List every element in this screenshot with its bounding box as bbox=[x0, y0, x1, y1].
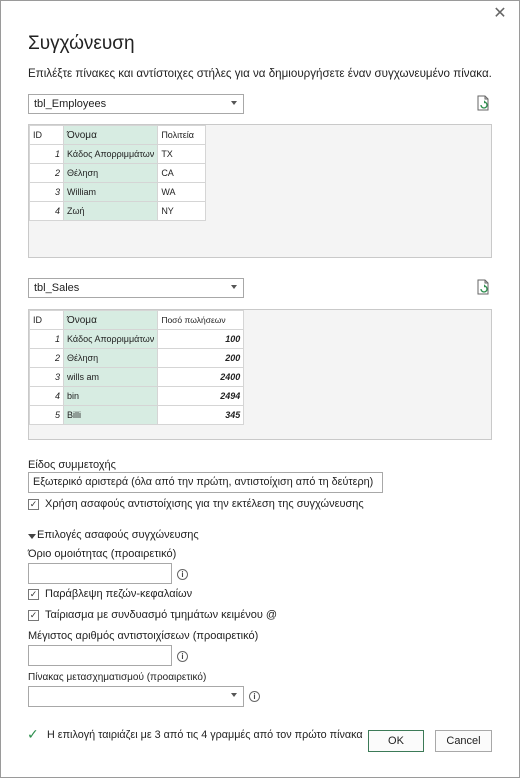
transform-table-select[interactable] bbox=[28, 686, 244, 707]
ignore-case-checkbox[interactable]: ✓ bbox=[29, 589, 38, 599]
info-icon[interactable]: i bbox=[177, 569, 188, 580]
max-matches-label: Μέγιστος αριθμός αντιστοιχίσεων (προαιρετικό) bbox=[28, 630, 259, 642]
row-amount: 100 bbox=[158, 330, 244, 349]
row-id: 1 bbox=[30, 330, 64, 349]
table-row bbox=[30, 368, 244, 387]
column-header-state[interactable]: Πολιτεία bbox=[158, 126, 206, 145]
chevron-down-icon bbox=[231, 285, 237, 289]
checkmark-icon: ✓ bbox=[27, 726, 39, 742]
join-kind-label: Είδος συμμετοχής bbox=[28, 459, 116, 471]
table2-select-value: tbl_Sales bbox=[34, 282, 80, 294]
row-state: NY bbox=[158, 202, 206, 221]
dialog-subtitle: Επιλέξτε πίνακες και αντίστοιχες στήλες για να δημιουργήσετε έναν συγχωνευμένο πίνακα. bbox=[28, 67, 492, 80]
row-id: 4 bbox=[30, 202, 64, 221]
row-name: Κάδος Απορριμμάτων bbox=[64, 330, 158, 349]
join-kind-select[interactable]: Εξωτερικό αριστερά (όλα από την πρώτη, αντιστοίχιση από τη δεύτερη) bbox=[28, 472, 383, 493]
row-amount: 345 bbox=[158, 406, 244, 425]
column-header-id[interactable]: ID bbox=[30, 126, 64, 145]
table-row bbox=[30, 406, 244, 425]
table1-select-value: tbl_Employees bbox=[34, 98, 107, 110]
table1-select[interactable] bbox=[28, 94, 244, 114]
chevron-down-icon[interactable] bbox=[28, 534, 36, 539]
row-state: WA bbox=[158, 183, 206, 202]
column-header-name[interactable]: Όνομα bbox=[64, 126, 158, 145]
transform-table-label: Πίνακας μετασχηματισμού (προαιρετικό) bbox=[28, 672, 207, 683]
row-name: Ζωή bbox=[64, 202, 158, 221]
row-name: Κάδος Απορριμμάτων bbox=[64, 145, 158, 164]
row-name: Θέληση bbox=[64, 164, 158, 183]
table-row bbox=[30, 330, 244, 349]
cancel-button[interactable]: Cancel bbox=[435, 730, 492, 752]
ignore-case-label: Παράβλεψη πεζών-κεφαλαίων bbox=[45, 588, 193, 600]
table-row bbox=[30, 349, 244, 368]
row-id: 3 bbox=[30, 368, 64, 387]
combine-text-label: Ταίριασμα με συνδυασμό τμημάτων κειμένου @ bbox=[45, 609, 278, 621]
column-header-id[interactable]: ID bbox=[30, 311, 64, 330]
row-id: 4 bbox=[30, 387, 64, 406]
column-header-amount[interactable]: Ποσό πωλήσεων bbox=[158, 311, 244, 330]
row-id: 2 bbox=[30, 349, 64, 368]
table1-grid bbox=[29, 125, 206, 221]
table-row bbox=[30, 145, 206, 164]
row-id: 2 bbox=[30, 164, 64, 183]
row-id: 3 bbox=[30, 183, 64, 202]
ok-button[interactable]: OK bbox=[368, 730, 424, 752]
row-name: Θέληση bbox=[64, 349, 158, 368]
row-id: 1 bbox=[30, 145, 64, 164]
similarity-threshold-label: Όριο ομοιότητας (προαιρετικό) bbox=[28, 548, 177, 560]
row-state: CA bbox=[158, 164, 206, 183]
table-row bbox=[30, 164, 206, 183]
row-name: wills am bbox=[64, 368, 158, 387]
table2-preview bbox=[28, 309, 492, 440]
match-status-text: Η επιλογή ταιριάζει με 3 από τις 4 γραμμές από τον πρώτο πίνακα bbox=[47, 729, 363, 741]
dialog-title: Συγχώνευση bbox=[28, 33, 135, 54]
info-icon[interactable]: i bbox=[177, 651, 188, 662]
max-matches-input[interactable] bbox=[28, 645, 172, 666]
table1-preview bbox=[28, 124, 492, 258]
chevron-down-icon bbox=[231, 101, 237, 105]
row-name: bin bbox=[64, 387, 158, 406]
table2-grid bbox=[29, 310, 244, 425]
info-icon[interactable]: i bbox=[249, 691, 260, 702]
similarity-threshold-input[interactable] bbox=[28, 563, 172, 584]
table2-select[interactable] bbox=[28, 278, 244, 298]
row-name: William bbox=[64, 183, 158, 202]
row-amount: 200 bbox=[158, 349, 244, 368]
row-amount: 2494 bbox=[158, 387, 244, 406]
fuzzy-options-toggle[interactable]: Επιλογές ασαφούς συγχώνευσης bbox=[37, 529, 199, 541]
chevron-down-icon bbox=[231, 693, 237, 697]
close-icon[interactable]: ✕ bbox=[493, 5, 507, 22]
fuzzy-match-checkbox[interactable]: ✓ bbox=[29, 499, 38, 509]
fuzzy-match-label: Χρήση ασαφούς αντιστοίχισης για την εκτέλεση της συγχώνευσης bbox=[45, 498, 364, 510]
refresh-icon[interactable] bbox=[476, 279, 490, 295]
table-row bbox=[30, 202, 206, 221]
row-id: 5 bbox=[30, 406, 64, 425]
row-amount: 2400 bbox=[158, 368, 244, 387]
combine-text-checkbox[interactable]: ✓ bbox=[29, 610, 38, 620]
row-state: TX bbox=[158, 145, 206, 164]
table-row bbox=[30, 183, 206, 202]
row-name: Billi bbox=[64, 406, 158, 425]
table-row bbox=[30, 387, 244, 406]
column-header-name[interactable]: Όνομα bbox=[64, 311, 158, 330]
refresh-icon[interactable] bbox=[476, 95, 490, 111]
